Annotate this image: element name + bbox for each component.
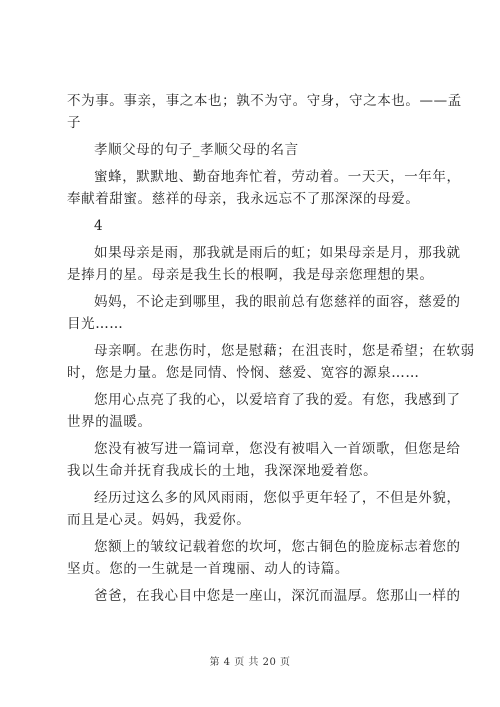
paragraph-3 — [67, 215, 441, 237]
paragraph-line: 目光…… — [67, 316, 124, 332]
paragraph-line: 您用心点亮了我的心，以爱培育了我的爱。有您，我感到了 — [94, 392, 461, 408]
paragraph-line: 是捧月的星。母亲是我生长的根啊，我是母亲您理想的果。 — [67, 267, 434, 283]
paragraph-4 — [67, 242, 461, 286]
paragraph-line: 奉献着甜蜜。慈祥的母亲，我永远忘不了那深深的母爱。 — [67, 191, 420, 207]
paragraph-line: 坚贞。您的一生就是一首瑰丽、动人的诗篇。 — [67, 561, 349, 577]
paragraph-line: 而且是心灵。妈妈，我爱你。 — [67, 512, 251, 528]
paragraph-line: 经历过这么多的风风雨雨，您似乎更年轻了，不但是外貌， — [94, 490, 461, 506]
paragraph-line: 爸爸，在我心目中您是一座山，深沉而温厚。您那山一样的 — [94, 588, 461, 604]
paragraph-line: 蜜蜂，默默地、勤奋地奔忙着，劳动着。一天天，一年年， — [94, 169, 461, 185]
paragraph-line: 时，您是力量。您是同情、怜悯、慈爱、宽容的源泉…… — [67, 365, 420, 381]
paragraph-9 — [67, 487, 461, 531]
paragraph-line: 不为事。事亲，事之本也；孰不为守。守身，守之本也。——孟 — [67, 93, 462, 109]
paragraph-11 — [67, 585, 461, 607]
paragraph-8 — [67, 438, 461, 482]
paragraph-line: 您额上的皱纹记载着您的坎坷，您古铜色的脸庞标志着您的 — [94, 539, 461, 555]
paragraph-5 — [67, 291, 461, 335]
paragraph-line: 子 — [67, 115, 82, 131]
page-number-footer: 第 4 页 共 20 页 — [209, 657, 291, 668]
paragraph-10 — [67, 536, 461, 580]
paragraph-0 — [67, 90, 462, 134]
paragraph-line: 我以生命并抚育我成长的土地，我深深地爱着您。 — [67, 463, 378, 479]
section-number: 4 — [94, 218, 104, 234]
document-body — [67, 90, 475, 612]
paragraph-6 — [67, 340, 475, 384]
paragraph-line: 您没有被写进一篇词章，您没有被唱入一首颂歌，但您是给 — [94, 441, 461, 457]
paragraph-7 — [67, 389, 461, 433]
paragraph-line: 母亲啊。在悲伤时，您是慰藉；在沮丧时，您是希望；在软弱 — [94, 343, 475, 359]
paragraph-line: 如果母亲是雨，那我就是雨后的虹；如果母亲是月，那我就 — [94, 245, 461, 261]
section-heading: 孝顺父母的句子_孝顺父母的名言 — [94, 142, 299, 158]
paragraph-line: 世界的温暖。 — [67, 414, 152, 430]
paragraph-2 — [67, 166, 461, 210]
paragraph-line: 妈妈，不论走到哪里，我的眼前总有您慈祥的面容，慈爱的 — [94, 294, 461, 310]
